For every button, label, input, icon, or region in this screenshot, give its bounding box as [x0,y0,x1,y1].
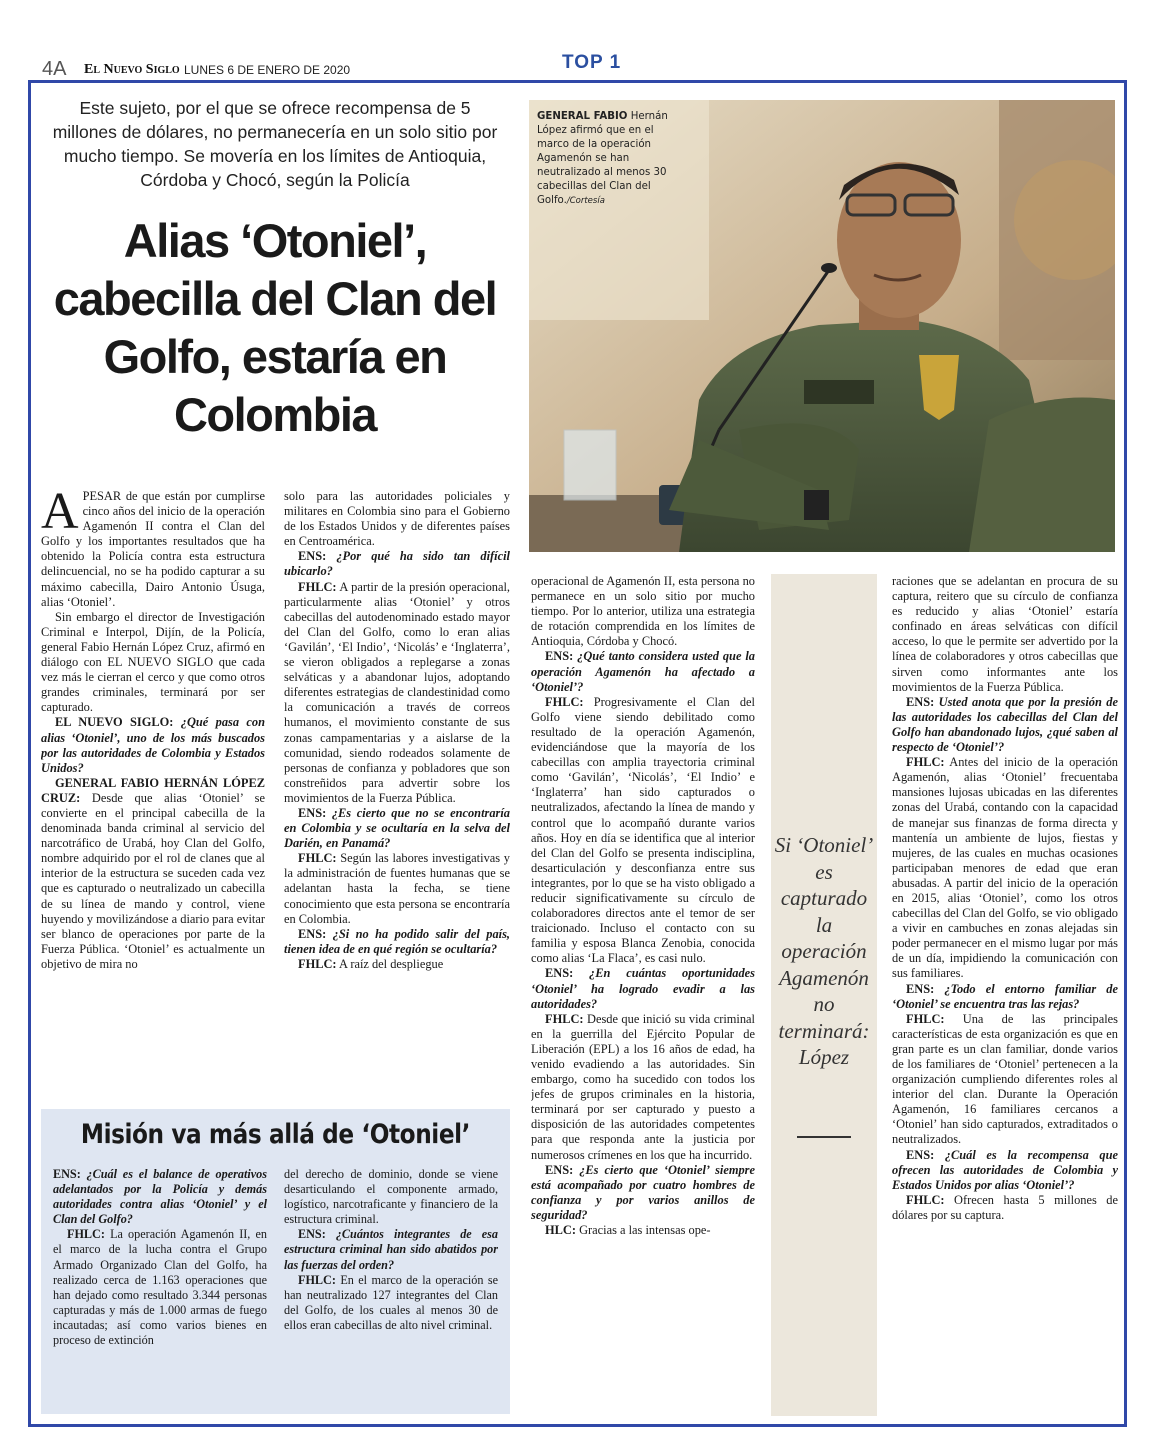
dateline: LUNES 6 DE ENERO DE 2020 [184,63,351,77]
question-lead: ENS: [298,549,327,564]
photo-credit: /Cortesía [566,196,605,206]
pull-quote: Si ‘Otoniel’ es capturado la operación Agamenón no terminará: López [774,833,874,1069]
pull-quote-rule [797,1136,851,1138]
question [284,927,510,957]
answer-lead: GENERAL FABIO HERNÁN LÓPEZ CRUZ: [41,775,265,805]
page-header [42,52,1132,80]
answer-text: A raíz del despliegue [336,956,444,971]
question [284,1227,498,1272]
question-text: ¿Por qué ha sido tan difícil ubicarlo? [284,549,510,579]
answer-lead: FHLC: [298,851,337,866]
answer-text: Gracias a las intensas ope- [575,1223,711,1238]
photo-caption [537,110,687,208]
answer [284,580,510,806]
question [892,1148,1118,1193]
lead-smallcaps: PESAR [82,489,122,503]
answer-lead: FHLC: [906,1011,945,1026]
pull-quote-box [771,574,877,1416]
question-text: ¿Todo el entorno familiar de ‘Otoniel’ se encuentra tras las rejas? [892,981,1118,1011]
question-lead: ENS: [906,1147,935,1162]
answer-lead: FHLC: [906,1192,945,1207]
answer [531,695,755,967]
question [531,649,755,694]
article-column-1 [41,489,265,1101]
answer-lead: HLC: [545,1223,576,1238]
answer-text: Una de las principales características de esta organización es que en gran parte es un clan familiar, donde varios de los familiares de ‘Otoniel’ pertenecen a la organización cumpliendo diferentes roles al interior del clan. Durante la Operación Agamenón, 16 familiares cercanos a ‘Otoniel’ han sido capturados, extraditados o neutralizados. [892,1011,1118,1147]
drop-cap: A [41,489,79,540]
masthead: El Nuevo Siglo [84,62,180,77]
article-column-4 [892,574,1118,1416]
top-label: TOP 1 [562,52,622,73]
question-lead: ENS: [298,805,327,820]
question-text: ¿Qué pasa con alias ‘Otoniel’, uno de los más buscados por las autoridades de Colombia y Estados Unidos? [41,715,265,775]
question-lead: ENS: [545,1162,574,1177]
answer [531,1012,755,1163]
answer-lead: FHLC: [906,755,945,770]
answer-text: Según las labores investigativas y la administración de fuentes humanas que se adelantan hasta la fecha, se tiene conocimiento que esta persona se encontraría en Colombia. [284,851,510,926]
answer-text: Ofrecen hasta 5 millones de dólares por su captura. [892,1192,1118,1222]
answer [284,851,510,926]
sidebar-column-1 [53,1167,267,1407]
question [284,806,510,851]
article-column-3 [531,574,755,1416]
question-lead: EL NUEVO SIGLO: [55,715,174,730]
answer-lead: FHLC: [545,694,584,709]
caption-lead: GENERAL FABIO [537,111,628,122]
lead-text: de que están por cumplirse cinco años del inicio de la operación Agamenón II contra el Clan del Golfo y los importantes resultados que ha obtenido la Policía contra esta estructura delincuencial, no se ha podido capturar a su máximo cabecilla, Dairo Antonio Úsuga, alias ‘Otoniel’. [41,489,265,609]
question [284,549,510,579]
question-lead: ENS: [545,649,574,664]
question-lead: ENS: [298,926,327,941]
question-lead: ENS: [53,1167,81,1181]
question [892,982,1118,1012]
question-text: ¿Qué tanto considera usted que la operación Agamenón ha afectado a ‘Otoniel’? [531,649,755,694]
answer-lead: FHLC: [67,1227,105,1242]
answer [892,755,1118,981]
lead-paragraph [41,489,265,610]
answer-text: A partir de la presión operacional, particularmente alias ‘Otoniel’ y otros cabecillas del autodenominado estado mayor del Clan del Golfo, como lo eran alias ‘Gavilán’, ‘El Indio’, ‘Nicolás’ e ‘Inglaterra’, se vieron obligados a replegarse a zonas selváticas y a abandonar lujos, adoptando diferentes estrategias de clandestinidad como la comunicación a través de correos humanos, el movimiento constante de sus zonas campamentarias y a aislarse de la comunidad, siendo rodeados solamente de personas de confianza y pobladores que son constreñidos para advertir sobre los movimientos de la Fuerza Pública. [284,579,510,805]
answer-lead: FHLC: [298,1272,336,1287]
question-text: ¿Es cierto que no se encontraría en Colombia y se ocultaría en la selva del Darién, en Panamá? [284,805,510,851]
article-column-2 [284,489,510,1101]
paragraph: Sin embargo el director de Investigación Criminal e Interpol, Dijín, de la Policía, general Fabio Hernán López Cruz, afirmó en diálogo con EL NUEVO SIGLO que cada vez más le cierran el cerco y que como otros grandes criminales, terminará por ser capturado. [41,609,265,715]
paragraph: del derecho de dominio, donde se viene desarticulando el componente armado, logístico, narcotraficante y financiero de la estructura criminal. [284,1167,498,1227]
answer [53,1227,267,1348]
question [531,966,755,1011]
question-text: ¿Cuál es la recompensa que ofrecen las autoridades de Colombia y Estados Unidos por alias ‘Otoniel’? [892,1147,1118,1192]
question-text: Usted anota que por la presión de las autoridades los cabecillas del Clan del Golfo han abandonado lujos, ¿qué saben al respecto de ‘Otoniel’? [892,694,1118,755]
question-lead: ENS: [298,1227,326,1242]
paragraph: raciones que se adelantan en procura de su captura, reitero que su círculo de confianza es reducido y alias ‘Otoniel’ estaría confinado en áreas selváticas con difícil acceso, lo que le permite ser advertido por la línea de colaboradores y otros cabecillas que sirven como informantes ante los movimientos de la Fuerza Pública. [892,574,1118,694]
question [53,1167,267,1227]
question [41,715,265,775]
question-lead: ENS: [906,694,935,709]
question-text: ¿Si no ha podido salir del país, tienen idea de en qué región se ocultaría? [284,926,510,956]
answer-text: Progresivamente el Clan del Golfo viene siendo debilitado como resultado de la operación Agamenón, evidenciándose que la mayoría de los cabecillas con amplia trayectoria criminal como ‘Gavilán’, ‘Nicolás’, ‘El Indio’ e ‘Inglaterra’ han sido capturados o neutralizados, afectando la línea de mando y control que lo acompañó durante varios años. Hoy en día se identifica que al interior del Clan del Golfo se presenta indisciplina, desarticulación y desconfianza entre sus integrantes, por lo que se ha visto obligado a reducir significativamente su círculo de colaboradores directos ante el temor de ser traicionado. Incluso el contacto con su familia y esposa Blanca Zenobia, conocida como alias ‘La Flaca’, es casi nulo. [531,694,755,966]
answer [892,1012,1118,1148]
question-text: ¿En cuántas oportunidades ‘Otoniel’ ha logrado evadir a las autoridades? [531,966,755,1011]
sidebar-title: Misión va más allá de ‘Otoniel’ [80,1119,471,1150]
question-lead: ENS: [545,966,574,981]
answer-text: Desde que alias ‘Otoniel’ se convierte en el principal cabecilla de la denominada banda criminal al servicio del narcotráfico de Urabá, hoy Clan del Golfo, nombre adquirido por el rol de clanes que al interior de la estructura se suceden cada vez que es capturado o neutralizado un cabecilla de su línea de mando y control, viene huyendo y movilizándose a diario para evitar ser blanco de operaciones por parte de la Fuerza Pública. ‘Otoniel’ es actualmente un objetivo de mira no [41,790,265,971]
answer-lead: FHLC: [545,1011,584,1026]
answer-text: La operación Agamenón II, en el marco de la lucha contra el Grupo Armado Organizado Clan del Golfo, ha realizado cerca de 1.163 operaciones que han dejado como resultado 3.344 personas capturadas y más de 1.000 armas de fuego incautadas; así como varios bienes en proceso de extinción [53,1227,267,1348]
answer [284,1273,498,1333]
answer-text: Antes del inicio de la operación Agamenón, alias ‘Otoniel’ frecuentaba mansiones lujosas ubicadas en las diferentes zonas del Urabá, contando con la capacidad de manejar sus finanzas de forma directa y mantenía un ambiente de lujos, fiestas y mujeres, de las cuales en muchas ocasiones participaban menores de edad que eran abusadas. A partir del inicio de la operación en 2015, alias ‘Otoniel’, como los otros cabecillas del Clan del Golfo, se vio obligado a vivir en cambuches en zonas alejadas sin poder permanecer en el mismo lugar por más de un día, impidiendo la comunicación con sus familiares. [892,755,1118,981]
article-deck: Este sujeto, por el que se ofrece recompensa de 5 millones de dólares, no permanecería en un solo sitio por mucho tiempo. Se movería en los límites de Antioquia, Córdoba y Chocó, según la Policía [52,98,498,190]
question-text: ¿Cuál es el balance de operativos adelantados por la Policía y demás autoridades contra alias ‘Otoniel’ y el Clan del Golfo? [53,1167,267,1227]
paragraph: solo para las autoridades policiales y militares en Colombia sino para el Gobierno de los Estados Unidos y de diferentes países en Centroamérica. [284,489,510,549]
question [531,1163,755,1223]
question-text: ¿Cuántos integrantes de esa estructura criminal han sido abatidos por las fuerzas del orden? [284,1227,498,1272]
answer-text: En el marco de la operación se han neutralizado 127 integrantes del Clan del Golfo, de los cuales al menos 30 de ellos eran cabecillas de alto nivel criminal. [284,1272,498,1332]
answer-text: Desde que inició su vida criminal en la guerrilla del Ejército Popular de Liberación (EPL) a los 16 años de edad, ha venido evadiendo a las autoridades. Sin embargo, como ha sucedido con todos los jefes de grupos criminales en la historia, terminará por ser capturado y puesto a disposición de las autoridades competentes para que responda ante la justicia por numerosos crímenes en los que ha incurrido. [531,1011,755,1162]
question-text: ¿Es cierto que ‘Otoniel’ siempre está acompañado por cuatro hombres de confianza y por varios anillos de seguridad? [531,1162,755,1222]
question-lead: ENS: [906,981,935,996]
answer [284,957,510,972]
page-number: 4A [42,58,67,80]
answer [41,776,265,972]
article-headline: Alias ‘Otoniel’, cabecilla del Clan del Golfo, estaría en Colombia [53,214,497,441]
paragraph: operacional de Agamenón II, esta persona no permanece en un solo sitio por mucho tiempo. Por lo anterior, utiliza una estrategia de rotación comprendida en los límites de Antioquia, Córdoba y Chocó. [531,574,755,649]
answer [892,1193,1118,1223]
answer-lead: FHLC: [298,956,337,971]
question [892,695,1118,755]
answer [531,1223,755,1238]
sidebar-column-2 [284,1167,498,1407]
caption-text: Hernán López afirmó que en el marco de la operación Agamenón se han neutralizado al menos 30 cabecillas del Clan del Golfo. [537,111,668,206]
sidebar-box [41,1109,510,1414]
answer-lead: FHLC: [298,579,337,594]
